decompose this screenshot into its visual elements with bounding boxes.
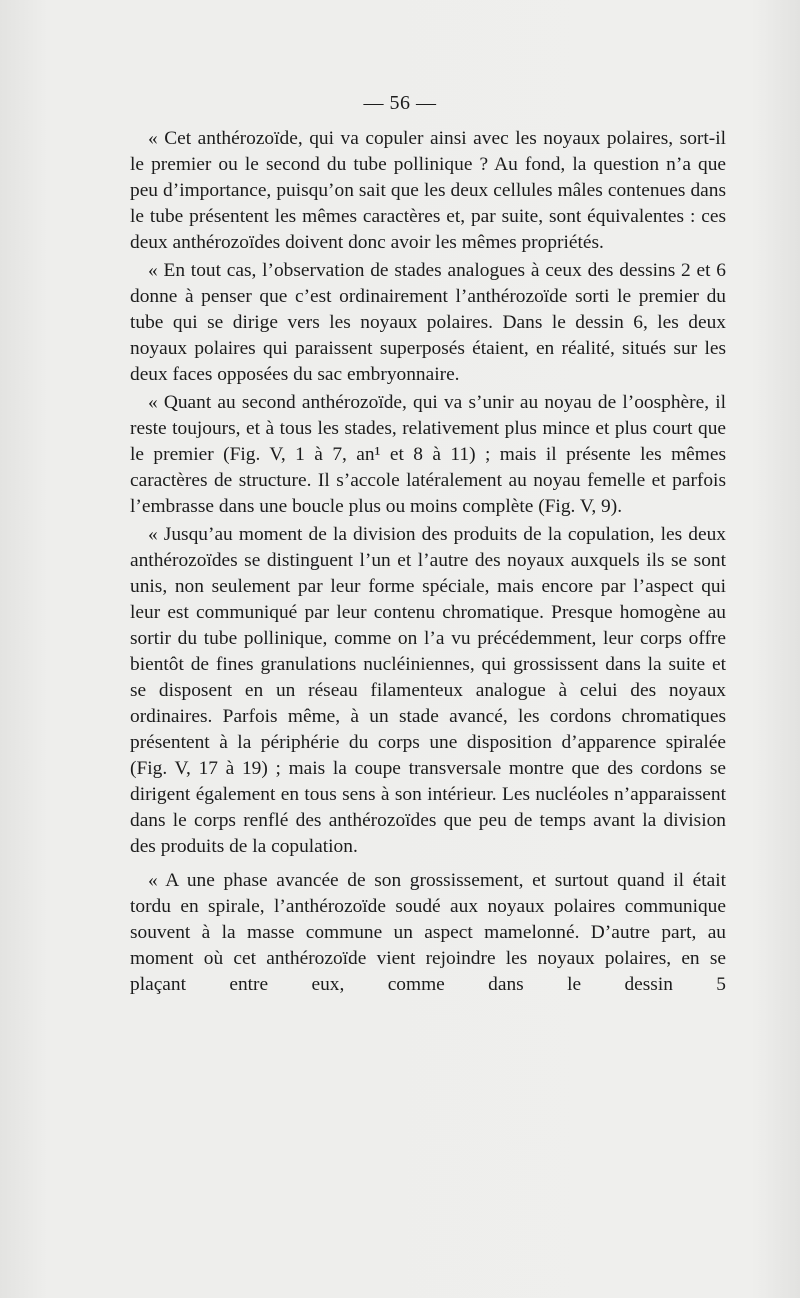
body-text (130, 126, 726, 1000)
paragraph-5: « A une phase avancée de son grossissement, et surtout quand il était tordu en spirale, l’anthérozoïde soudé aux noyaux polaires communique souvent à la masse commune un aspect mamelonné. D’autre part, au moment où cet anthérozoïde vient rejoindre les noyaux polaires, en se plaçant entre eux, comme dans le dessin 5 (130, 870, 726, 995)
paragraph-1: « Cet anthérozoïde, qui va copuler ainsi avec les noyaux polaires, sort-il le premier ou le second du tube pollinique ? Au fond, la question n’a que peu d’importance, puisqu’on sait que les deux cellules mâles contenues dans le tube présentent les mêmes caractères et, par suite, sont équivalentes : ces deux anthérozoïdes doivent donc avoir les mêmes propriétés. (130, 128, 726, 253)
paragraph-3: « Quant au second anthérozoïde, qui va s’unir au noyau de l’oosphère, il reste toujours, et à tous les stades, relativement plus mince et plus court que le premier (Fig. V, 1 à 7, an¹ et 8 à 11) ; mais il présente les mêmes caractères de structure. Il s’accole latéralement au noyau femelle et parfois l’embrasse dans une boucle plus ou moins complète (Fig. V, 9). (130, 392, 726, 517)
page-number: — 56 — (363, 92, 437, 114)
paragraph-4: « Jusqu’au moment de la division des produits de la copulation, les deux anthérozoïdes se distinguent l’un et l’autre des noyaux auxquels ils se sont unis, non seulement par leur forme spéciale, mais encore par l’aspect qui leur est communiqué par leur contenu chromatique. Presque homogène au sortir du tube pollinique, comme on l’a vu précédemment, leur corps offre bientôt de fines granulations nucléiniennes, qui grossissent dans la suite et se disposent en un réseau filamenteux analogue à celui des noyaux ordinaires. Parfois même, à un stade avancé, les cordons chromatiques présentent à la périphérie du corps une disposition d’apparence spiralée (Fig. V, 17 à 19) ; mais la coupe transversale montre que des cordons se dirigent également en tous sens à son intérieur. Les nucléoles n’apparaissent dans le corps renflé des anthérozoïdes que peu de temps avant la division des produits de la copulation. (130, 524, 726, 857)
paragraph-2: « En tout cas, l’observation de stades analogues à ceux des dessins 2 et 6 donne à penser que c’est ordinairement l’anthérozoïde sorti le premier du tube qui se dirige vers les noyaux polaires. Dans le dessin 6, les deux noyaux polaires qui paraissent superposés étaient, en réalité, situés sur les deux faces opposées du sac embryonnaire. (130, 260, 726, 385)
